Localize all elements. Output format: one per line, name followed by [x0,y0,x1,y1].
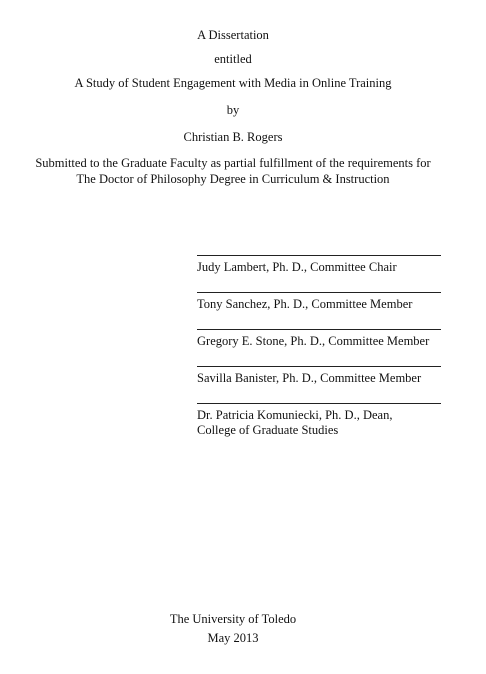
signature-line [197,329,441,330]
signature-block-member-2 [197,329,441,349]
signature-line [197,255,441,256]
signature-block-dean [197,403,441,438]
by-label: by [226,103,240,117]
signatory-title: College of Graduate Studies [197,423,339,437]
signatory-name: Tony Sanchez, Ph. D., Committee Member [197,297,413,311]
signature-line [197,292,441,293]
submission-date: May 2013 [207,631,259,645]
signature-line [197,366,441,367]
submission-statement-line2: The Doctor of Philosophy Degree in Curriculum & Instruction [76,172,390,186]
author-name: Christian B. Rogers [183,130,283,144]
institution-name: The University of Toledo [169,612,297,626]
document-type: A Dissertation [197,28,269,42]
signature-block-member-3 [197,366,441,386]
signatory-name: Dr. Patricia Komuniecki, Ph. D., Dean, [197,408,393,422]
signature-block-member-1 [197,292,441,312]
signatory-name: Judy Lambert, Ph. D., Committee Chair [197,260,397,274]
dissertation-title: A Study of Student Engagement with Media in Online Training [74,76,392,90]
signatory-name: Savilla Banister, Ph. D., Committee Member [197,371,422,385]
signature-line [197,403,441,404]
submission-statement-line1: Submitted to the Graduate Faculty as partial fulfillment of the requirements for [35,156,431,170]
entitled-label: entitled [214,52,252,66]
signatory-name: Gregory E. Stone, Ph. D., Committee Member [197,334,430,348]
signature-block-chair [197,255,441,275]
